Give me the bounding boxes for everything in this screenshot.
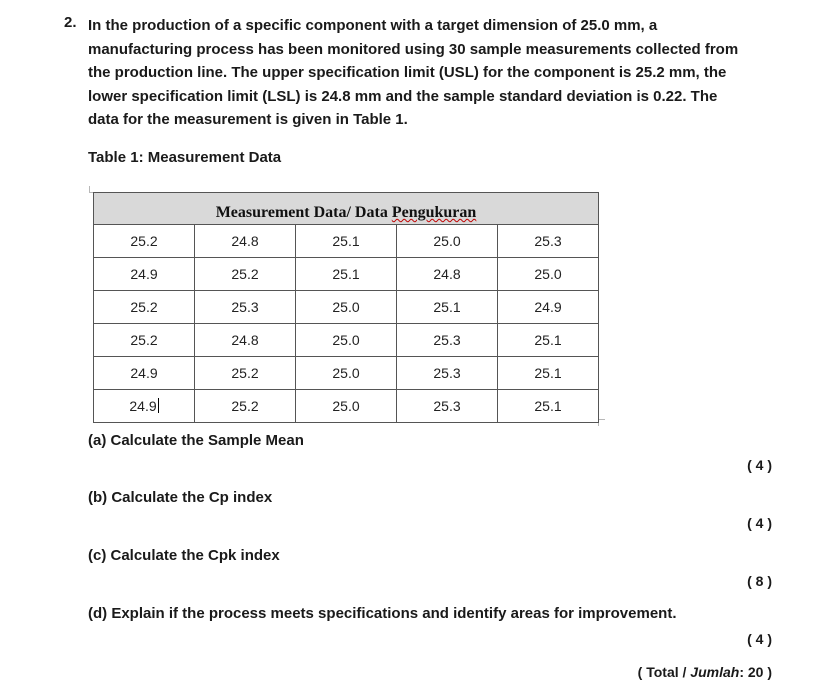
table-header-text: Measurement Data/ Data [215,204,392,221]
table-cell[interactable]: 25.2 [195,357,296,390]
total-value: : 20 ) [739,664,772,680]
table-caption: Table 1: Measurement Data [88,149,282,166]
table-resize-handle[interactable] [598,419,605,426]
table-row [94,291,599,324]
table-cell[interactable]: 25.1 [498,390,599,423]
table-cell[interactable]: 25.0 [397,225,498,258]
table-cell[interactable]: 25.0 [296,324,397,357]
table-cell[interactable]: 25.2 [94,225,195,258]
question-line: the production line. The upper specification limit (USL) for the component is 25.2 mm, the [88,64,727,82]
marks-a: ( 4 ) [747,457,772,473]
table-cell[interactable]: 25.2 [195,390,296,423]
cell-text: 24.9 [129,398,157,414]
table-row [94,324,599,357]
table-cell[interactable]: 25.3 [397,390,498,423]
subquestion-d: (d) Explain if the process meets specifications and identify areas for improvement. [88,605,677,622]
table-cell[interactable]: 25.2 [195,258,296,291]
table-cell[interactable]: 25.1 [296,225,397,258]
table-cell[interactable]: 25.0 [296,390,397,423]
total-label-italic: Jumlah [690,664,740,680]
subquestion-a: (a) Calculate the Sample Mean [88,432,304,449]
table-cell[interactable]: 24.8 [397,258,498,291]
table-cell[interactable]: 24.9 [498,291,599,324]
question-line: data for the measurement is given in Table 1. [88,111,408,129]
subquestion-c: (c) Calculate the Cpk index [88,547,280,564]
table-row [94,225,599,258]
total-label: Total / [646,664,691,680]
table-cell[interactable]: 25.1 [498,324,599,357]
table-cell[interactable]: 25.0 [296,357,397,390]
question-line: In the production of a specific component with a target dimension of 25.0 mm, a [88,17,658,34]
total-open: ( [637,664,647,680]
table-cell[interactable]: 25.2 [94,291,195,324]
question-line: manufacturing process has been monitored using 30 sample measurements collected from [88,40,739,58]
table-cell[interactable]: 25.3 [195,291,296,324]
marks-c: ( 8 ) [747,573,772,589]
marks-b: ( 4 ) [747,515,772,531]
table-row [94,390,599,423]
table-row [94,357,599,390]
table-cell[interactable]: 24.8 [195,225,296,258]
table-cell[interactable]: 25.0 [296,291,397,324]
table-header-row [94,193,599,225]
question-number: 2. [64,14,77,31]
measurement-table [93,192,599,423]
table-cell[interactable]: 24.9 [94,357,195,390]
table-cell[interactable]: 25.3 [397,357,498,390]
table-cell[interactable]: 24.8 [195,324,296,357]
table-cell[interactable]: 25.2 [94,324,195,357]
question-line: lower specification limit (LSL) is 24.8 mm and the sample standard deviation is 0.22. The [88,87,718,105]
text-cursor [158,398,159,413]
table-cell[interactable]: 24.9 [94,258,195,291]
table-header [94,193,599,225]
table-cell[interactable]: 25.1 [397,291,498,324]
table-cell[interactable]: 25.1 [498,357,599,390]
spellcheck-word[interactable]: Pengukuran [391,204,477,221]
table-cell[interactable]: 25.0 [498,258,599,291]
total-marks [638,664,772,680]
marks-d: ( 4 ) [747,631,772,647]
subquestion-b: (b) Calculate the Cp index [88,489,273,506]
table-cell[interactable]: 25.3 [397,324,498,357]
table-row [94,258,599,291]
question-text [88,14,778,132]
table-cell-active[interactable] [94,390,195,423]
table-cell[interactable]: 25.3 [498,225,599,258]
table-cell[interactable]: 25.1 [296,258,397,291]
